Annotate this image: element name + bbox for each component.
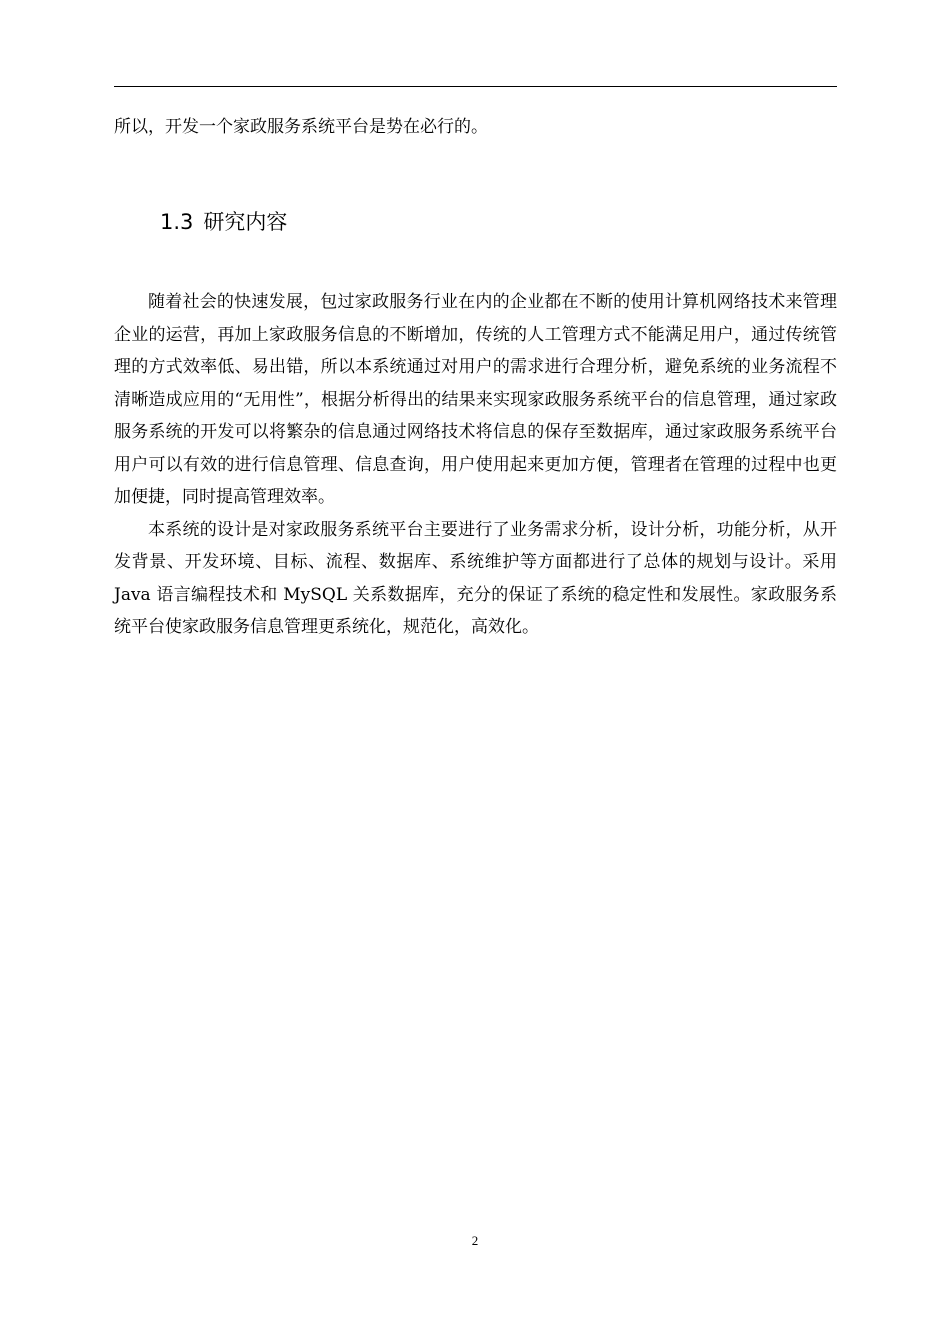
body-paragraph-2: 本系统的设计是对家政服务系统平台主要进行了业务需求分析，设计分析，功能分析，从开发背景、开发环境、目标、流程、数据库、系统维护等方面都进行了总体的规划与设计。采用 Java 语言编程技术和 MySQL 关系数据库，充分的保证了系统的稳定性和发展性。家政服务系统平台使家政服务信息管理更系统化，规范化，高效化。 bbox=[114, 519, 837, 637]
section-title: 研究内容 bbox=[203, 210, 288, 234]
header-rule bbox=[114, 86, 837, 87]
continuation-paragraph: 所以，开发一个家政服务系统平台是势在必行的。 bbox=[114, 117, 488, 137]
section-heading bbox=[160, 208, 287, 236]
page-number: 2 bbox=[471, 1233, 479, 1248]
body-paragraph-1: 随着社会的快速发展，包过家政服务行业在内的企业都在不断的使用计算机网络技术来管理企业的运营，再加上家政服务信息的不断增加，传统的人工管理方式不能满足用户，通过传统管理的方式效率低、易出错，所以本系统通过对用户的需求进行合理分析，避免系统的业务流程不清晰造成应用的“无用性”，根据分析得出的结果来实现家政服务系统平台的信息管理，通过家政服务系统的开发可以将繁杂的信息通过网络技术将信息的保存至数据库，通过家政服务系统平台用户可以有效的进行信息管理、信息查询，用户使用起来更加方便，管理者在管理的过程中也更加便捷，同时提高管理效率。 bbox=[114, 292, 837, 507]
section-number: 1.3 bbox=[160, 210, 194, 234]
section-body bbox=[114, 286, 837, 644]
